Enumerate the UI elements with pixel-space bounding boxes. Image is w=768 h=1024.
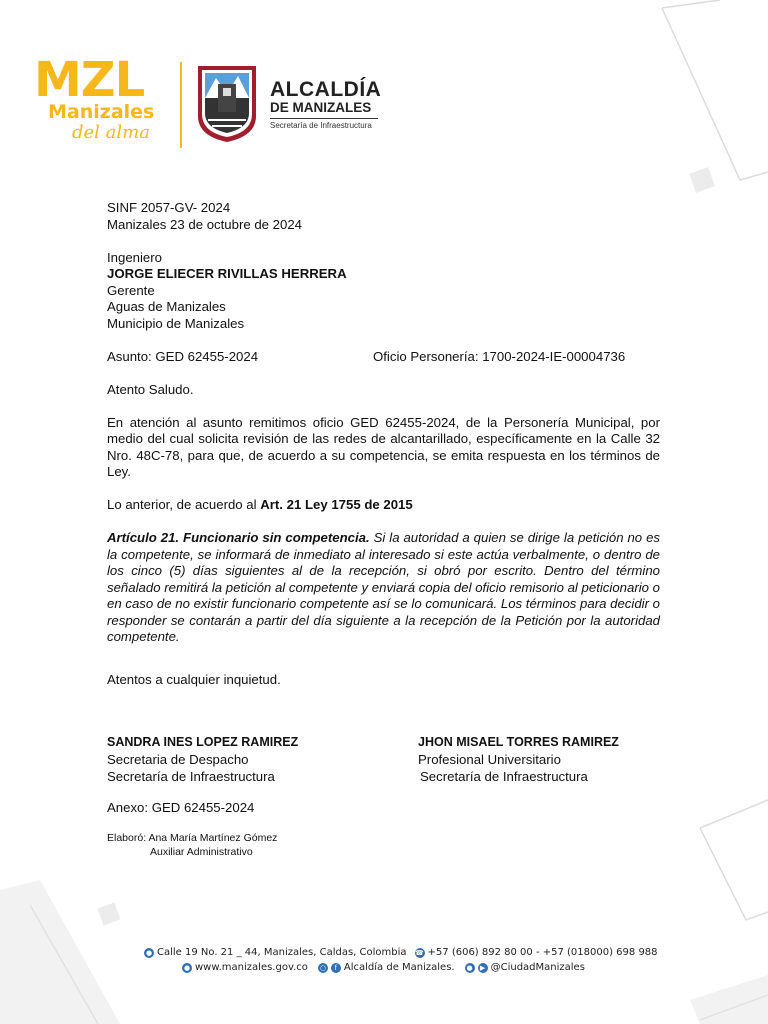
mzl-logo-mark: MZL: [34, 52, 145, 108]
article-text: Si la autoridad a quien se dirige la petición no es la competente, se informará de inmediato al interesado si este actúa verbalmente, o dentro de los cinco (5) días siguientes al de la recepción, si obró por escrito. Dentro del término señalado remitirá la petición al competente y enviará copia del oficio remisorio al peticionario o en caso de no existir funcionario competente así se lo comunicará. Los términos para decidir o responder se contarán a partir del día siguiente a la recepción de la Petición por la autoridad competente.: [107, 530, 661, 644]
reference-number: SINF 2057-GV- 2024: [107, 200, 231, 215]
signature-block-1: [107, 734, 298, 785]
signer-name: JHON MISAEL TORRES RAMIREZ: [418, 735, 619, 749]
recipient-company: Aguas de Manizales: [107, 299, 226, 314]
subject: Asunto: GED 62455-2024: [107, 348, 259, 364]
office-reference: Oficio Personería: 1700-2024-IE-00004736: [373, 348, 626, 364]
signer-name: SANDRA INES LOPEZ RAMIREZ: [107, 735, 299, 749]
law-line: [107, 497, 660, 514]
prepared-by-role: Auxiliar Administrativo: [150, 846, 253, 858]
phone-icon: ☎: [415, 948, 424, 957]
closing: Atentos a cualquier inquietud.: [107, 671, 281, 687]
signer-role: Profesional Universitario: [418, 752, 561, 767]
mzl-logo: [34, 52, 164, 144]
greeting: Atento Saludo.: [107, 381, 194, 397]
entity-subtitle: DE MANIZALES: [270, 100, 372, 115]
facebook-icon: f: [331, 963, 341, 973]
annex: Anexo: GED 62455-2024: [107, 800, 255, 815]
law-reference: Art. 21 Ley 1755 de 2015: [260, 497, 413, 512]
signer-office: Secretaría de Infraestructura: [107, 769, 275, 784]
signature-block-2: [418, 734, 619, 785]
footer-address: Calle 19 No. 21 _ 44, Manizales, Caldas, Colombia: [157, 947, 407, 958]
coat-of-arms-icon: [196, 64, 258, 144]
footer-row-1: [142, 945, 658, 960]
letterhead: [0, 0, 768, 170]
body-paragraph: En atención al asunto remitimos oficio GED 62455-2024, de la Personería Municipal, por medio del cual solicita revisión de las redes de alcantarillado, específicamente en la Calle 32 Nro. 48C-78, para que, de acuerdo a su competencia, se emita respuesta en los términos de Ley.: [107, 414, 660, 479]
header-divider: [180, 62, 182, 148]
footer: [142, 945, 658, 975]
footer-phones: +57 (606) 892 80 00 - +57 (018000) 698 988: [427, 947, 658, 958]
twitter-icon: ●: [466, 963, 473, 972]
place-date: Manizales 23 de octubre de 2024: [107, 216, 303, 232]
footer-facebook[interactable]: Alcaldía de Manizales.: [343, 962, 455, 973]
law-intro: Lo anterior, de acuerdo al: [107, 497, 261, 512]
prepared-by: [107, 831, 277, 859]
entity-dependency: Secretaría de Infraestructura: [270, 121, 372, 130]
article-quote: [107, 530, 660, 646]
recipient-city: Municipio de Manizales: [107, 315, 245, 331]
signer-office: Secretaría de Infraestructura: [420, 769, 588, 784]
prepared-by-name: Elaboró: Ana María Martínez Gómez: [107, 832, 278, 844]
mzl-logo-tagline: del alma: [72, 122, 150, 143]
article-title: Artículo 21. Funcionario sin competencia.: [107, 530, 370, 545]
recipient-role: Gerente: [107, 282, 155, 298]
footer-website[interactable]: www.manizales.gov.co: [195, 962, 308, 973]
entity-rule: [270, 118, 378, 119]
entity-title: ALCALDÍA: [270, 78, 382, 101]
footer-row-2: [180, 960, 658, 975]
footer-social[interactable]: @CiudadManizales: [490, 962, 585, 973]
location-pin-icon: ●: [145, 948, 153, 957]
signer-role: Secretaria de Despacho: [107, 752, 249, 767]
letter-body: [107, 200, 660, 688]
instagram-icon: ○: [319, 963, 326, 972]
subject-line: [107, 349, 660, 366]
recipient-name: JORGE ELIECER RIVILLAS HERRERA: [107, 266, 347, 281]
mzl-logo-city: Manizales: [48, 101, 155, 123]
globe-icon: ●: [183, 963, 191, 972]
youtube-icon: ▶: [478, 963, 488, 973]
recipient-title: Ingeniero: [107, 249, 162, 265]
